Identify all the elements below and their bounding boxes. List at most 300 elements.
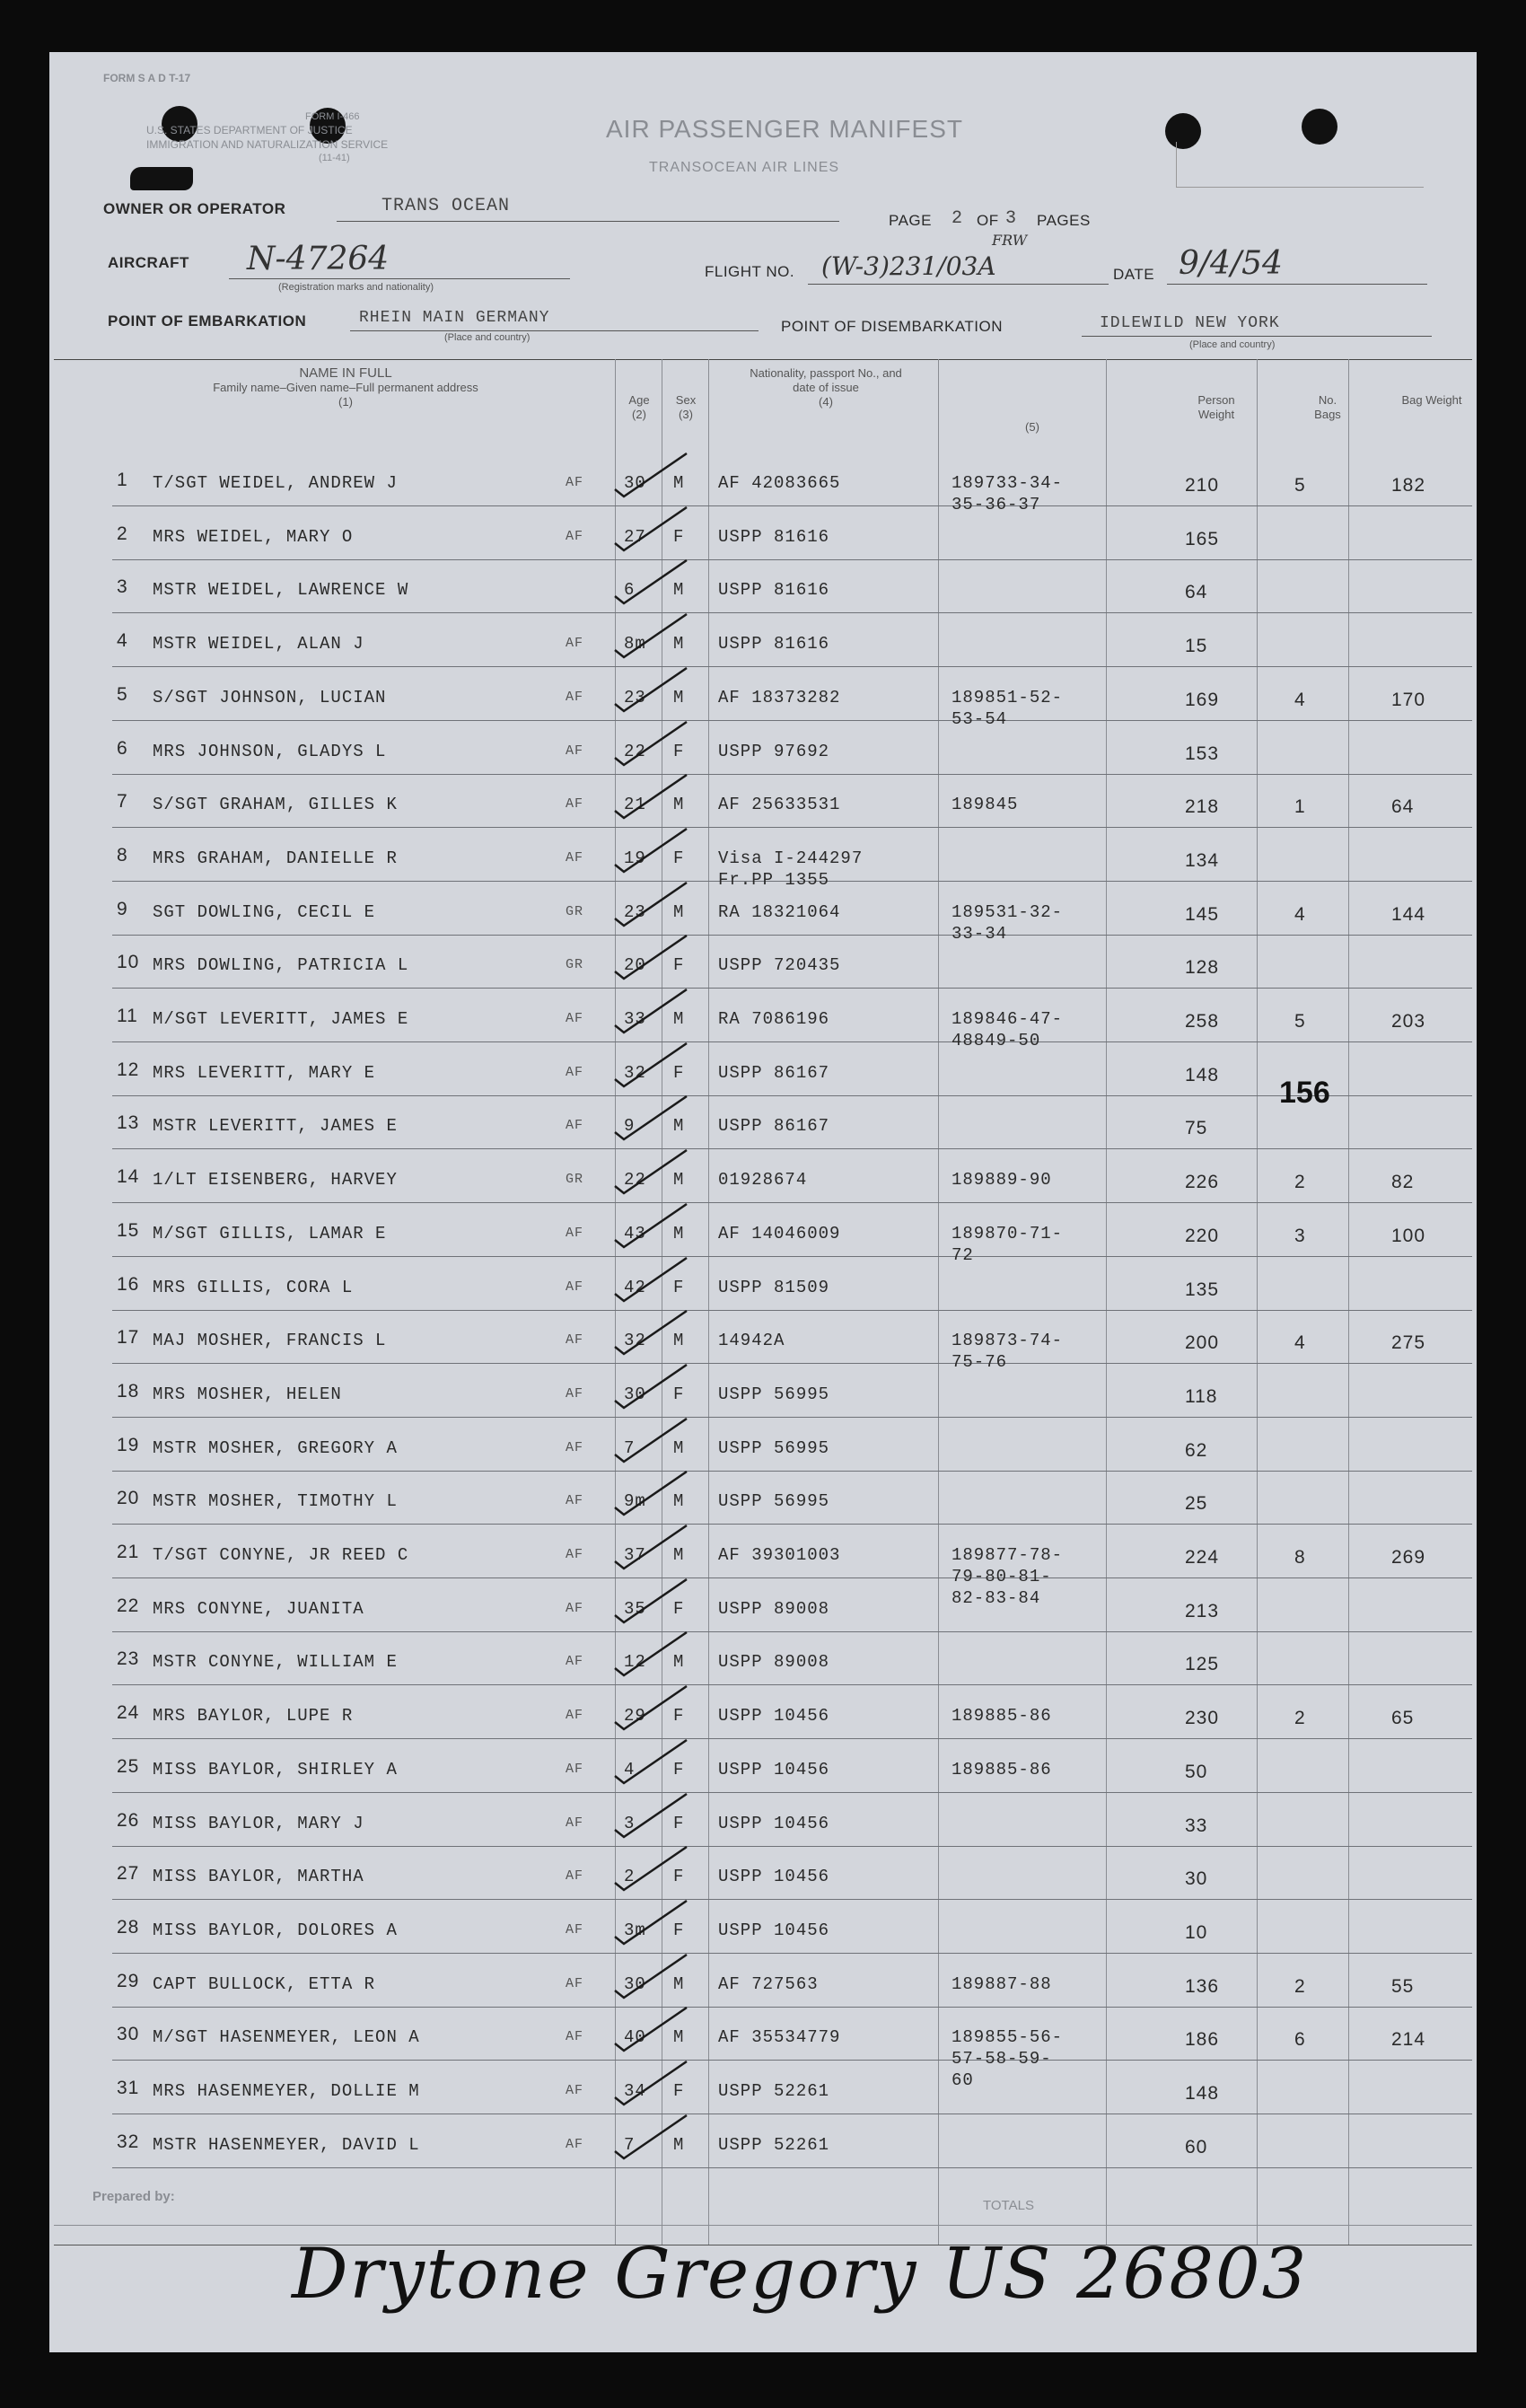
row-rule — [112, 2060, 1472, 2061]
table-row — [49, 1794, 1477, 1848]
aircraft-value: N-47264 — [247, 241, 390, 277]
sex: M — [673, 1116, 685, 1136]
table-row — [49, 775, 1477, 829]
ticket-numbers-cont-2: 60 — [952, 2070, 974, 2090]
sex: F — [673, 1760, 685, 1780]
passenger-name: MSTR CONYNE, WILLIAM E — [153, 1652, 398, 1672]
sex: F — [673, 527, 685, 547]
form-reference: FORM I-466 — [305, 111, 360, 122]
passport-number: RA 18321064 — [718, 902, 841, 922]
checkmark-icon — [597, 2099, 696, 2162]
passenger-name: MRS HASENMEYER, DOLLIE M — [153, 2081, 420, 2101]
branch-code: GR — [566, 957, 584, 972]
table-row — [49, 1579, 1477, 1633]
table-row — [49, 829, 1477, 890]
person-weight: 165 — [1185, 529, 1220, 549]
ticket-numbers-cont: 79-80-81- — [952, 1567, 1052, 1586]
sex: M — [673, 2027, 685, 2047]
bag-weight: 275 — [1391, 1332, 1426, 1353]
table-row — [49, 1258, 1477, 1312]
person-weight: 230 — [1185, 1708, 1220, 1728]
ticket-numbers: 189733-34- — [952, 473, 1064, 493]
age: 27 — [624, 527, 646, 547]
sex: M — [673, 634, 685, 654]
branch-code: AF — [566, 1868, 584, 1884]
age: 7 — [624, 1438, 636, 1458]
bag-weight: 269 — [1391, 1547, 1426, 1568]
person-weight: 148 — [1185, 1065, 1220, 1085]
person-weight: 226 — [1185, 1172, 1220, 1192]
page-value: 2 — [952, 208, 964, 229]
person-weight: 75 — [1185, 1118, 1208, 1138]
table-row — [49, 1365, 1477, 1419]
page-label: PAGE — [889, 212, 932, 229]
date-value: 9/4/54 — [1179, 245, 1283, 282]
row-rule — [112, 1363, 1472, 1364]
branch-code: AF — [566, 1332, 584, 1348]
pages-label: PAGES — [1037, 212, 1091, 229]
branch-code: AF — [566, 1440, 584, 1455]
person-weight: 153 — [1185, 743, 1220, 764]
signature: Drytone Gregory US 26803 — [292, 2234, 1309, 2315]
row-number: 9 — [117, 899, 128, 919]
row-rule — [112, 2167, 1472, 2168]
passport-number: AF 25633531 — [718, 795, 841, 814]
passport-number: AF 727563 — [718, 1974, 819, 1994]
row-number: 16 — [117, 1274, 140, 1295]
row-number: 13 — [117, 1112, 140, 1133]
table-row — [49, 1901, 1477, 1955]
age: 29 — [624, 1706, 646, 1726]
passport-number: Visa I-244297 — [718, 848, 864, 868]
table-row — [49, 2115, 1477, 2169]
branch-code: AF — [566, 1547, 584, 1562]
age: 35 — [624, 1599, 646, 1619]
row-rule — [112, 1148, 1472, 1149]
age: 33 — [624, 1009, 646, 1029]
passenger-name: MRS JOHNSON, GLADYS L — [153, 742, 387, 761]
passenger-name: MRS MOSHER, HELEN — [153, 1384, 342, 1404]
manifest-title: AIR PASSENGER MANIFEST — [606, 115, 963, 143]
branch-code: AF — [566, 1118, 584, 1133]
passenger-name: MRS CONYNE, JUANITA — [153, 1599, 364, 1619]
row-rule — [112, 1899, 1472, 1900]
age: 19 — [624, 848, 646, 868]
age: 9 — [624, 1116, 636, 1136]
age: 23 — [624, 688, 646, 707]
passport-number: USPP 720435 — [718, 955, 841, 975]
bag-count: 6 — [1294, 2029, 1306, 2050]
sex: M — [673, 2135, 685, 2155]
table-row — [49, 560, 1477, 614]
age: 43 — [624, 1224, 646, 1244]
agency-line-3: (11-41) — [319, 153, 350, 163]
branch-code: GR — [566, 904, 584, 919]
passenger-name: MISS BAYLOR, DOLORES A — [153, 1920, 398, 1940]
passenger-name: MSTR WEIDEL, LAWRENCE W — [153, 580, 409, 600]
passenger-name: MSTR LEVERITT, JAMES E — [153, 1116, 398, 1136]
table-row — [49, 2061, 1477, 2115]
branch-code: AF — [566, 1493, 584, 1508]
person-weight: 145 — [1185, 904, 1220, 925]
sex: F — [673, 1278, 685, 1297]
owner-label: OWNER OR OPERATOR — [103, 200, 286, 217]
manifest-sheet — [49, 52, 1477, 2352]
bag-weight: 144 — [1391, 904, 1426, 925]
passport-number: USPP 89008 — [718, 1599, 830, 1619]
sex: M — [673, 473, 685, 493]
table-row — [49, 722, 1477, 776]
row-rule — [112, 1041, 1472, 1042]
age: 34 — [624, 2081, 646, 2101]
passport-number: USPP 52261 — [718, 2135, 830, 2155]
passport-number: USPP 81509 — [718, 1278, 830, 1297]
branch-code: AF — [566, 475, 584, 490]
col-sex-header: Sex (3) — [675, 393, 697, 421]
sex: F — [673, 1384, 685, 1404]
redaction-mark — [130, 167, 193, 190]
age: 37 — [624, 1545, 646, 1565]
passport-number: AF 18373282 — [718, 688, 841, 707]
ticket-numbers: 189887-88 — [952, 1974, 1052, 1994]
passport-number: USPP 89008 — [718, 1652, 830, 1672]
bag-count: 2 — [1294, 1708, 1306, 1728]
person-weight: 25 — [1185, 1493, 1208, 1514]
ticket-numbers-cont-2: 82-83-84 — [952, 1588, 1041, 1608]
sex: M — [673, 1438, 685, 1458]
sex: F — [673, 1706, 685, 1726]
branch-code: AF — [566, 2029, 584, 2044]
row-number: 2 — [117, 523, 128, 544]
branch-code: AF — [566, 1011, 584, 1026]
person-weight: 200 — [1185, 1332, 1220, 1353]
col-weight-header: Person Weight — [1197, 393, 1235, 421]
person-weight: 224 — [1185, 1547, 1220, 1568]
table-row — [49, 1204, 1477, 1265]
sex: F — [673, 1814, 685, 1833]
bag-count: 5 — [1294, 1011, 1306, 1032]
passport-number: USPP 81616 — [718, 527, 830, 547]
sex: M — [673, 1009, 685, 1029]
col-5-header: (5) — [1025, 420, 1039, 434]
row-number: 24 — [117, 1702, 140, 1723]
form-number: FORM S A D T-17 — [103, 72, 191, 84]
aircraft-caption: (Registration marks and nationality) — [278, 282, 434, 293]
person-weight: 30 — [1185, 1868, 1208, 1889]
flight-label: FLIGHT NO. — [705, 263, 795, 280]
ticket-numbers-cont: 33-34 — [952, 924, 1008, 944]
ticket-numbers-cont: 57-58-59- — [952, 2049, 1052, 2069]
branch-code: AF — [566, 1762, 584, 1777]
ticket-numbers: 189845 — [952, 795, 1019, 814]
ticket-numbers: 189889-90 — [952, 1170, 1052, 1190]
ticket-numbers-cont: 75-76 — [952, 1352, 1008, 1372]
bag-weight: 82 — [1391, 1172, 1415, 1192]
age: 23 — [624, 902, 646, 922]
row-rule — [112, 827, 1472, 828]
passenger-name: MRS WEIDEL, MARY O — [153, 527, 354, 547]
embark-value: RHEIN MAIN GERMANY — [359, 309, 550, 327]
ticket-numbers: 189870-71- — [952, 1224, 1064, 1244]
age: 3m — [624, 1920, 646, 1940]
passport-number: AF 39301003 — [718, 1545, 841, 1565]
row-number: 29 — [117, 1971, 140, 1991]
person-weight: 33 — [1185, 1815, 1208, 1836]
row-number: 12 — [117, 1059, 140, 1080]
row-number: 4 — [117, 630, 128, 651]
col-bag-weight-header: Bag Weight — [1401, 393, 1462, 407]
row-rule — [112, 505, 1472, 506]
person-weight: 60 — [1185, 2137, 1208, 2158]
passport-number: USPP 52261 — [718, 2081, 830, 2101]
age: 32 — [624, 1331, 646, 1350]
row-number: 30 — [117, 2024, 140, 2044]
passenger-name: S/SGT JOHNSON, LUCIAN — [153, 688, 387, 707]
sex: F — [673, 955, 685, 975]
col-nationality-header: Nationality, passport No., and date of issue (4) — [750, 366, 902, 409]
row-number: 8 — [117, 845, 128, 866]
bag-count: 3 — [1294, 1226, 1306, 1246]
sex: F — [673, 1920, 685, 1940]
passport-number: USPP 86167 — [718, 1063, 830, 1083]
sex: F — [673, 1867, 685, 1886]
row-number: 10 — [117, 952, 140, 972]
branch-code: AF — [566, 850, 584, 866]
ticket-numbers: 189885-86 — [952, 1760, 1052, 1780]
disembark-value: IDLEWILD NEW YORK — [1100, 314, 1280, 332]
person-weight: 186 — [1185, 2029, 1220, 2050]
branch-code: AF — [566, 1922, 584, 1938]
person-weight: 210 — [1185, 475, 1220, 496]
row-number: 26 — [117, 1810, 140, 1831]
person-weight: 10 — [1185, 1922, 1208, 1943]
passport-number: USPP 81616 — [718, 634, 830, 654]
branch-code: AF — [566, 1601, 584, 1616]
passport-number-2: Fr.PP 1355 — [718, 870, 830, 890]
passport-number: 01928674 — [718, 1170, 808, 1190]
ticket-numbers: 189531-32- — [952, 902, 1064, 922]
row-rule — [112, 1417, 1472, 1418]
totals-label: TOTALS — [983, 2198, 1034, 2213]
passport-number: 14942A — [718, 1331, 785, 1350]
age: 9m — [624, 1491, 646, 1511]
ticket-numbers: 189873-74- — [952, 1331, 1064, 1350]
ticket-numbers: 189885-86 — [952, 1706, 1052, 1726]
passenger-name: SGT DOWLING, CECIL E — [153, 902, 376, 922]
page-stamp-number: 156 — [1279, 1076, 1330, 1110]
table-row — [49, 1525, 1477, 1608]
branch-code: AF — [566, 636, 584, 651]
branch-code: AF — [566, 1708, 584, 1723]
branch-code: AF — [566, 529, 584, 544]
passenger-name: MRS DOWLING, PATRICIA L — [153, 955, 409, 975]
age: 42 — [624, 1278, 646, 1297]
bag-weight: 65 — [1391, 1708, 1415, 1728]
row-number: 27 — [117, 1863, 140, 1884]
age: 21 — [624, 795, 646, 814]
person-weight: 148 — [1185, 2083, 1220, 2104]
table-row — [49, 1419, 1477, 1472]
col-name-header: NAME IN FULL Family name–Given name–Full permanent address (1) — [213, 365, 478, 409]
person-weight: 136 — [1185, 1976, 1220, 1997]
sex: M — [673, 1652, 685, 1672]
passenger-name: MSTR MOSHER, TIMOTHY L — [153, 1491, 398, 1511]
passenger-name: MISS BAYLOR, SHIRLEY A — [153, 1760, 398, 1780]
sex: F — [673, 848, 685, 868]
sex: M — [673, 580, 685, 600]
sex: F — [673, 2081, 685, 2101]
passenger-name: MISS BAYLOR, MARTHA — [153, 1867, 364, 1886]
table-row — [49, 1632, 1477, 1686]
branch-code: AF — [566, 1654, 584, 1669]
passenger-name: CAPT BULLOCK, ETTA R — [153, 1974, 376, 1994]
row-number: 11 — [117, 1006, 138, 1026]
table-row — [49, 1955, 1477, 2008]
passport-number: USPP 86167 — [718, 1116, 830, 1136]
passport-number: AF 42083665 — [718, 473, 841, 493]
branch-code: AF — [566, 2083, 584, 2098]
table-row — [49, 989, 1477, 1050]
age: 30 — [624, 1974, 646, 1994]
passenger-name: MRS BAYLOR, LUPE R — [153, 1706, 354, 1726]
table-row — [49, 1150, 1477, 1204]
ticket-numbers: 189851-52- — [952, 688, 1064, 707]
row-rule — [112, 720, 1472, 721]
person-weight: 169 — [1185, 690, 1220, 710]
passport-number: USPP 97692 — [718, 742, 830, 761]
age: 2 — [624, 1867, 636, 1886]
row-number: 22 — [117, 1595, 140, 1616]
passport-number: RA 7086196 — [718, 1009, 830, 1029]
passenger-name: M/SGT GILLIS, LAMAR E — [153, 1224, 387, 1244]
passport-number: AF 14046009 — [718, 1224, 841, 1244]
sex: M — [673, 1974, 685, 1994]
age: 8m — [624, 634, 646, 654]
row-number: 14 — [117, 1166, 140, 1187]
row-rule — [112, 1953, 1472, 1954]
passenger-name: MISS BAYLOR, MARY J — [153, 1814, 364, 1833]
bag-count: 2 — [1294, 1976, 1306, 1997]
row-number: 32 — [117, 2131, 140, 2152]
bag-weight: 182 — [1391, 475, 1426, 496]
passport-number: AF 35534779 — [718, 2027, 841, 2047]
table-row — [49, 1686, 1477, 1740]
table-row — [49, 453, 1477, 514]
bag-weight: 64 — [1391, 796, 1415, 817]
row-number: 15 — [117, 1220, 140, 1241]
row-number: 17 — [117, 1327, 140, 1348]
row-number: 5 — [117, 684, 128, 705]
sex: M — [673, 688, 685, 707]
age: 40 — [624, 2027, 646, 2047]
sex: M — [673, 795, 685, 814]
manifest-subtitle: TRANSOCEAN AIR LINES — [649, 160, 840, 175]
row-number: 3 — [117, 576, 128, 597]
row-rule — [112, 1524, 1472, 1525]
person-weight: 125 — [1185, 1654, 1220, 1674]
person-weight: 135 — [1185, 1279, 1220, 1300]
table-row — [49, 1847, 1477, 1901]
table-row — [49, 936, 1477, 989]
aircraft-label: AIRCRAFT — [108, 254, 189, 271]
passport-number: USPP 56995 — [718, 1491, 830, 1511]
branch-code: AF — [566, 1815, 584, 1831]
row-number: 25 — [117, 1756, 140, 1777]
sex: M — [673, 1491, 685, 1511]
passenger-name: MRS GRAHAM, DANIELLE R — [153, 848, 398, 868]
ticket-numbers: 189877-78- — [952, 1545, 1064, 1565]
flight-annotation: FRW — [992, 232, 1028, 249]
row-rule — [112, 1738, 1472, 1739]
ticket-numbers-cont: 53-54 — [952, 709, 1008, 729]
bag-count: 5 — [1294, 475, 1306, 496]
punch-hole — [1302, 109, 1337, 145]
ticket-numbers-cont: 35-36-37 — [952, 495, 1041, 514]
passenger-name: MSTR WEIDEL, ALAN J — [153, 634, 364, 654]
passenger-name: 1/LT EISENBERG, HARVEY — [153, 1170, 398, 1190]
passenger-name: MRS GILLIS, CORA L — [153, 1278, 354, 1297]
age: 22 — [624, 742, 646, 761]
row-number: 23 — [117, 1648, 140, 1669]
person-weight: 118 — [1185, 1386, 1218, 1407]
age: 7 — [624, 2135, 636, 2155]
row-rule — [112, 1792, 1472, 1793]
sex: M — [673, 1545, 685, 1565]
bag-weight: 55 — [1391, 1976, 1415, 1997]
row-number: 28 — [117, 1917, 140, 1938]
passport-number: USPP 56995 — [718, 1438, 830, 1458]
owner-value: TRANS OCEAN — [382, 196, 511, 216]
prepared-by-label: Prepared by: — [92, 2189, 175, 2204]
row-number: 20 — [117, 1488, 140, 1508]
passport-number: USPP 10456 — [718, 1920, 830, 1940]
branch-code: AF — [566, 1279, 584, 1295]
row-number: 18 — [117, 1381, 140, 1402]
sex: M — [673, 902, 685, 922]
row-rule — [112, 988, 1472, 989]
embark-caption: (Place and country) — [444, 332, 531, 343]
passport-number: USPP 10456 — [718, 1867, 830, 1886]
table-row — [49, 1043, 1477, 1097]
bag-count: 8 — [1294, 1547, 1306, 1568]
disembark-caption: (Place and country) — [1189, 339, 1276, 350]
row-number: 21 — [117, 1542, 140, 1562]
passenger-name: MSTR HASENMEYER, DAVID L — [153, 2135, 420, 2155]
person-weight: 220 — [1185, 1226, 1220, 1246]
row-rule — [112, 612, 1472, 613]
person-weight: 50 — [1185, 1762, 1208, 1782]
sex: M — [673, 1170, 685, 1190]
passenger-name: T/SGT CONYNE, JR REED C — [153, 1545, 409, 1565]
bag-count: 2 — [1294, 1172, 1306, 1192]
row-rule — [112, 1256, 1472, 1257]
branch-code: AF — [566, 2137, 584, 2152]
table-row — [49, 668, 1477, 729]
ticket-numbers-cont: 48849-50 — [952, 1031, 1041, 1050]
person-weight: 62 — [1185, 1440, 1208, 1461]
branch-code: AF — [566, 1386, 584, 1402]
passport-number: USPP 56995 — [718, 1384, 830, 1404]
bag-weight: 214 — [1391, 2029, 1426, 2050]
row-number: 1 — [117, 470, 128, 490]
agency-line-1: U.S. STATES DEPARTMENT OF JUSTICE — [146, 124, 353, 136]
bag-count: 4 — [1294, 904, 1306, 925]
passenger-name: MAJ MOSHER, FRANCIS L — [153, 1331, 387, 1350]
passport-number: USPP 10456 — [718, 1760, 830, 1780]
date-label: DATE — [1113, 266, 1155, 283]
passenger-name: S/SGT GRAHAM, GILLES K — [153, 795, 398, 814]
branch-code: AF — [566, 1065, 584, 1080]
